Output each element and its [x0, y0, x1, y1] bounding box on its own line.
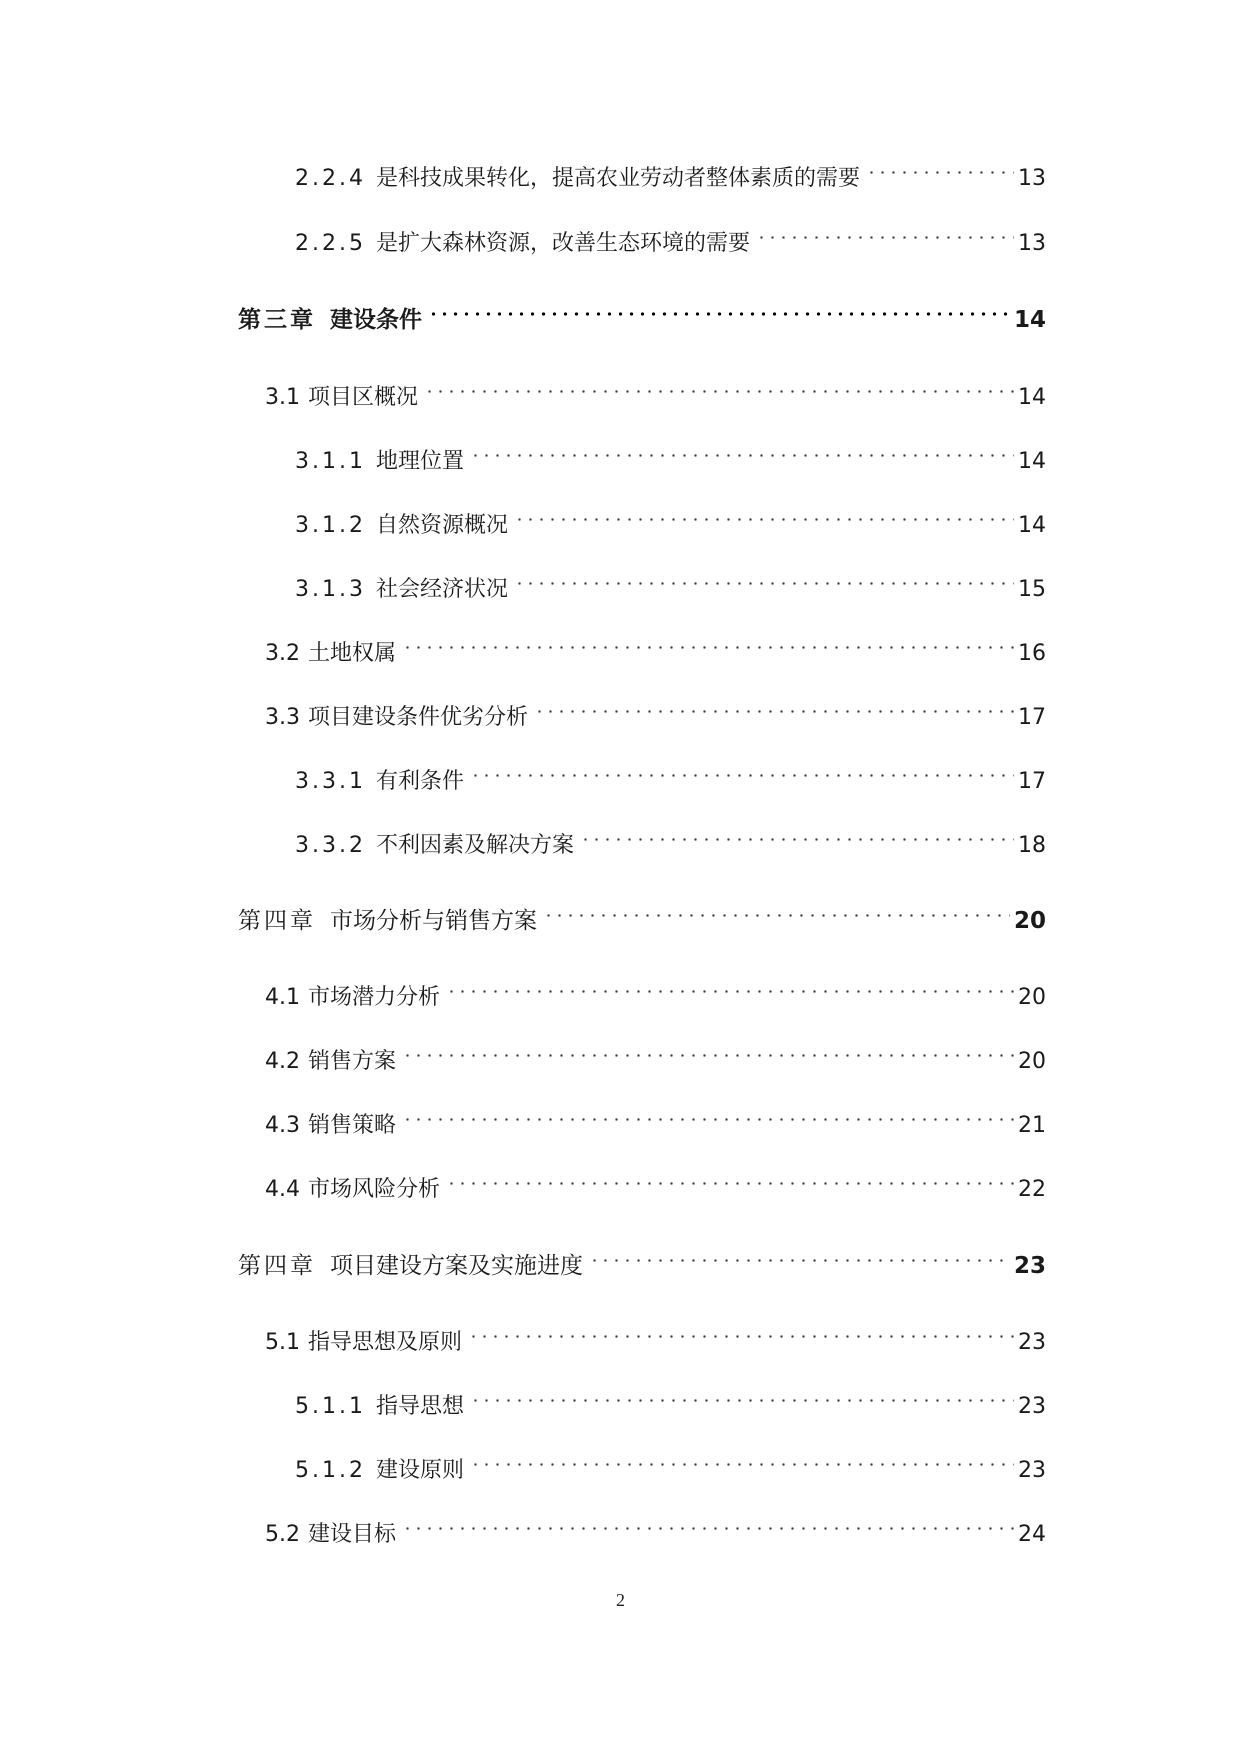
toc-entry-number: 3.1.1 — [295, 449, 366, 474]
toc-entry-number: 3.1 — [265, 385, 300, 410]
toc-entry-number: 3.2 — [265, 641, 300, 666]
toc-entry-page: 14 — [1018, 449, 1046, 474]
toc-entry-page: 23 — [1018, 1394, 1046, 1419]
toc-chapter-title: 项目建设方案及实施进度 — [330, 1253, 583, 1279]
toc-entry-title: 项目建设条件优劣分析 — [308, 705, 529, 730]
dot-leader — [402, 1028, 1014, 1068]
dot-leader — [470, 428, 1014, 468]
toc-entry-number: 5.1.1 — [295, 1394, 366, 1419]
toc-entry[interactable] — [295, 812, 1046, 858]
toc-entry[interactable] — [265, 1309, 1046, 1355]
toc-entry-number: 3.3 — [265, 705, 300, 730]
toc-entry-title: 土地权属 — [308, 641, 397, 666]
toc-entry-page: 13 — [1018, 231, 1046, 256]
dot-leader — [470, 748, 1014, 788]
toc-entry-title: 建设原则 — [375, 1458, 464, 1483]
toc-entry-title: 地理位置 — [375, 449, 464, 474]
toc-entry-number: 3.3.2 — [295, 833, 366, 858]
toc-entry[interactable] — [265, 684, 1046, 730]
toc-entry-title: 不利因素及解决方案 — [375, 833, 574, 858]
dot-leader — [589, 1233, 1010, 1273]
toc-chapter-page: 14 — [1013, 307, 1046, 333]
dot-leader — [402, 620, 1014, 660]
toc-entry[interactable] — [295, 748, 1046, 794]
toc-entry-page: 23 — [1018, 1330, 1046, 1355]
toc-chapter-title: 市场分析与销售方案 — [330, 908, 537, 934]
toc-entry-title: 销售策略 — [308, 1113, 397, 1138]
dot-leader — [470, 1437, 1014, 1477]
toc-entry-page: 20 — [1018, 985, 1046, 1010]
dot-leader — [402, 1501, 1014, 1541]
toc-entry-page: 16 — [1018, 641, 1046, 666]
toc-entry-page: 18 — [1018, 833, 1046, 858]
dot-leader — [756, 210, 1014, 250]
toc-entry-title: 有利条件 — [375, 769, 464, 794]
toc-entry-number: 3.3.1 — [295, 769, 366, 794]
toc-entry-title: 项目区概况 — [308, 385, 419, 410]
toc-entry[interactable] — [265, 364, 1046, 410]
dot-leader — [424, 364, 1014, 404]
toc-entry-title: 自然资源概况 — [375, 513, 508, 538]
toc-entry-page: 14 — [1018, 513, 1046, 538]
toc-entry-title: 销售方案 — [308, 1049, 397, 1074]
toc-entry-title: 指导思想 — [375, 1394, 464, 1419]
toc-entry[interactable] — [265, 964, 1046, 1010]
toc-entry[interactable] — [295, 492, 1046, 538]
toc-entry[interactable] — [295, 428, 1046, 474]
toc-entry-number: 4.4 — [265, 1177, 300, 1202]
dot-leader — [580, 812, 1014, 852]
toc-entry-page: 20 — [1018, 1049, 1046, 1074]
dot-leader — [428, 287, 1010, 327]
toc-entry[interactable] — [265, 1028, 1046, 1074]
toc-entry-number: 2.2.5 — [295, 231, 366, 256]
toc-entry-page: 23 — [1018, 1458, 1046, 1483]
toc-entry-page: 13 — [1018, 166, 1046, 191]
toc-chapter-title: 建设条件 — [330, 307, 422, 333]
toc-entry[interactable] — [265, 1501, 1046, 1547]
toc-chapter-entry[interactable] — [238, 888, 1046, 934]
toc-entry-page: 22 — [1018, 1177, 1046, 1202]
toc-entry-title: 建设目标 — [308, 1522, 397, 1547]
toc-entry-title: 是扩大森林资源，改善生态环境的需要 — [375, 231, 750, 256]
toc-entry-title: 指导思想及原则 — [308, 1330, 463, 1355]
dot-leader — [543, 888, 1010, 928]
toc-entry-title: 市场风险分析 — [308, 1177, 441, 1202]
toc-entry-title: 社会经济状况 — [375, 577, 508, 602]
toc-entry-number: 2.2.4 — [295, 166, 366, 191]
toc-entry-page: 24 — [1018, 1522, 1046, 1547]
toc-entry-page: 14 — [1018, 385, 1046, 410]
dot-leader — [514, 492, 1014, 532]
toc-entry-page: 17 — [1018, 769, 1046, 794]
dot-leader — [534, 684, 1014, 724]
toc-chapter-number: 第四章 — [238, 908, 316, 934]
toc-entry[interactable] — [295, 556, 1046, 602]
toc-entry[interactable] — [295, 1437, 1046, 1483]
toc-entry-number: 5.2 — [265, 1522, 300, 1547]
toc-entry-number: 4.1 — [265, 985, 300, 1010]
toc-entry[interactable] — [295, 1373, 1046, 1419]
toc-entry-number: 5.1 — [265, 1330, 300, 1355]
toc-chapter-entry[interactable] — [238, 287, 1046, 333]
dot-leader — [514, 556, 1014, 596]
toc-chapter-number: 第四章 — [238, 1253, 316, 1279]
toc-entry[interactable] — [295, 145, 1046, 191]
dot-leader — [446, 1156, 1014, 1196]
toc-entry[interactable] — [295, 210, 1046, 256]
toc-entry-page: 21 — [1018, 1113, 1046, 1138]
toc-chapter-page: 20 — [1013, 908, 1046, 934]
toc-entry-page: 15 — [1018, 577, 1046, 602]
toc-chapter-number: 第三章 — [238, 307, 316, 333]
toc-entry[interactable] — [265, 620, 1046, 666]
toc-entry-number: 3.1.3 — [295, 577, 366, 602]
toc-entry[interactable] — [265, 1092, 1046, 1138]
toc-entry-number: 5.1.2 — [295, 1458, 366, 1483]
toc-entry-number: 4.3 — [265, 1113, 300, 1138]
toc-entry-number: 4.2 — [265, 1049, 300, 1074]
page-number: 2 — [616, 1590, 625, 1610]
dot-leader — [446, 964, 1014, 1004]
dot-leader — [866, 145, 1014, 185]
toc-chapter-page: 23 — [1013, 1253, 1046, 1279]
toc-chapter-entry[interactable] — [238, 1233, 1046, 1279]
toc-entry-title: 市场潜力分析 — [308, 985, 441, 1010]
toc-entry[interactable] — [265, 1156, 1046, 1202]
dot-leader — [402, 1092, 1014, 1132]
dot-leader — [470, 1373, 1014, 1413]
toc-entry-page: 17 — [1018, 705, 1046, 730]
dot-leader — [468, 1309, 1014, 1349]
toc-entry-number: 3.1.2 — [295, 513, 366, 538]
toc-entry-title: 是科技成果转化，提高农业劳动者整体素质的需要 — [375, 166, 860, 191]
